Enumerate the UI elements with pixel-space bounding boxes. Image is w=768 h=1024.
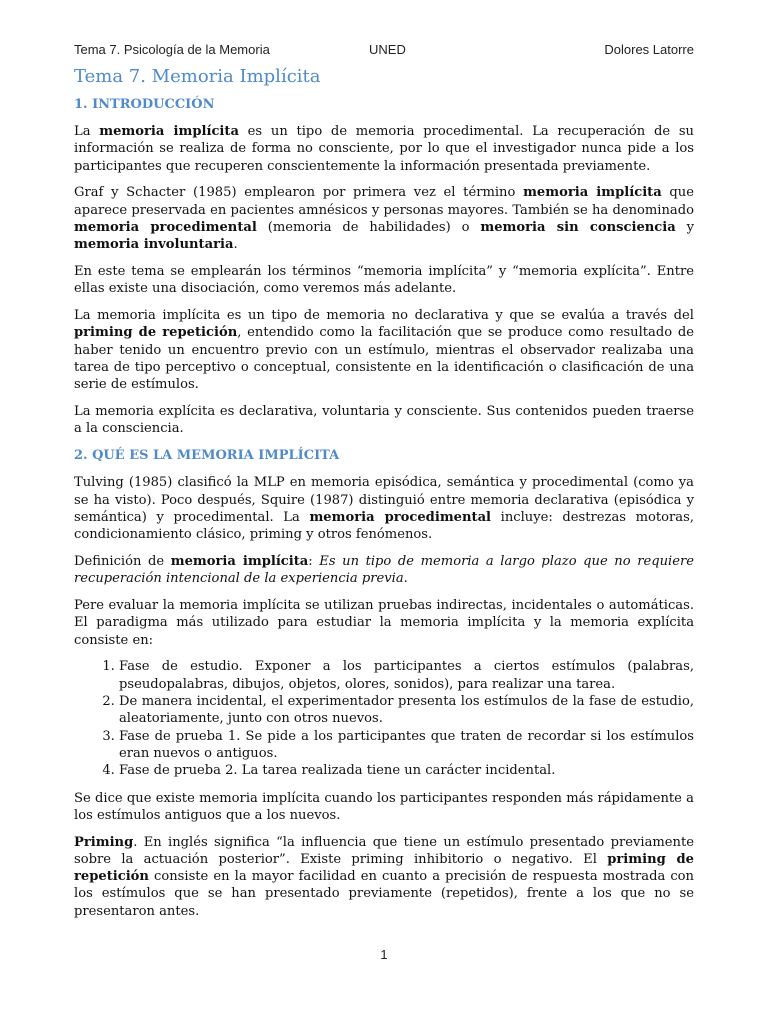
- document-body: [74, 66, 694, 930]
- list-item: 1. Fase de estudio. Exponer a los participantes a ciertos estímulos (palabras, pseudopalabras, dibujos, objetos, olores, sonidos), para realizar una tarea.: [119, 658, 694, 693]
- paragraph: La memoria implícita es un tipo de memoria procedimental. La recuperación de su información se realiza de forma no consciente, por lo que el investigador nunca pide a los participantes que recuperen conscientemente la información presentada previamente.: [74, 124, 694, 174]
- list-item: 3. Fase de prueba 1. Se pide a los participantes que traten de recordar si los estímulos eran nuevos o antiguos.: [119, 728, 694, 763]
- header-course: Tema 7. Psicología de la Memoria: [74, 42, 270, 57]
- paradigm-list: [74, 658, 694, 779]
- definition-paragraph: Definición de memoria implícita: Es un tipo de memoria a largo plazo que no requiere recuperación intencional de la experiencia previa.: [74, 553, 694, 587]
- paragraph: En este tema se emplearán los términos “memoria implícita” y “memoria explícita”. Entre ellas existe una disociación, como veremos más adelante.: [74, 264, 694, 297]
- page-header: [74, 42, 694, 60]
- header-author: Dolores Latorre: [604, 42, 694, 57]
- section-heading-que-es: 2. QUÉ ES LA MEMORIA IMPLÍCITA: [74, 448, 340, 464]
- header-university: UNED: [369, 42, 406, 57]
- document-title: Tema 7. Memoria Implícita: [74, 66, 321, 87]
- list-item: 2. De manera incidental, el experimentador presenta los estímulos de la fase de estudio, aleatoriamente, junto con otros nuevos.: [119, 693, 694, 728]
- paragraph: Graf y Schacter (1985) emplearon por primera vez el término memoria implícita que aparece preservada en pacientes amnésicos y personas mayores. También se ha denominado memoria procedimental (memoria de habilidades) o memoria sin consciencia y memoria involuntaria.: [74, 185, 695, 253]
- list-item: 4. Fase de prueba 2. La tarea realizada tiene un carácter incidental.: [119, 762, 694, 779]
- paragraph: Pere evaluar la memoria implícita se utilizan pruebas indirectas, incidentales o automáticas. El paradigma más utilizado para estudiar la memoria implícita y la memoria explícita consiste en:: [74, 598, 694, 648]
- paragraph: La memoria implícita es un tipo de memoria no declarativa y que se evalúa a través del priming de repetición, entendido como la facilitación que se produce como resultado de haber tenido un encuentro previo con un estímulo, mientras el observador realizaba una tarea de tipo perceptivo o conceptual, consistente en la identificación o clasificación de una serie de estímulos.: [74, 308, 694, 393]
- paragraph: La memoria explícita es declarativa, voluntaria y consciente. Sus contenidos pueden traerse a la consciencia.: [74, 404, 694, 437]
- paragraph: Se dice que existe memoria implícita cuando los participantes responden más rápidamente a los estímulos antiguos que a los nuevos.: [74, 790, 694, 823]
- paragraph: Priming. En inglés significa “la influencia que tiene un estímulo presentado previamente sobre la actuación posterior”. Existe priming inhibitorio o negativo. El priming de repetición consiste en la mayor facilidad en cuanto a precisión de respuesta mostrada con los estímulos que se han presentado previamente (repetidos), frente a los que no se presentaron antes.: [74, 834, 694, 919]
- page-number: 1: [380, 947, 388, 962]
- section-heading-introduccion: 1. INTRODUCCIÓN: [74, 97, 215, 112]
- paragraph: Tulving (1985) clasificó la MLP en memoria episódica, semántica y procedimental (como ya se ha visto). Poco después, Squire (1987) distinguió entre memoria declarativa (episódica y semántica) y procedimental. La memoria procedimental incluye: destrezas motoras, condicionamiento clásico, priming y otros fenómenos.: [74, 475, 694, 543]
